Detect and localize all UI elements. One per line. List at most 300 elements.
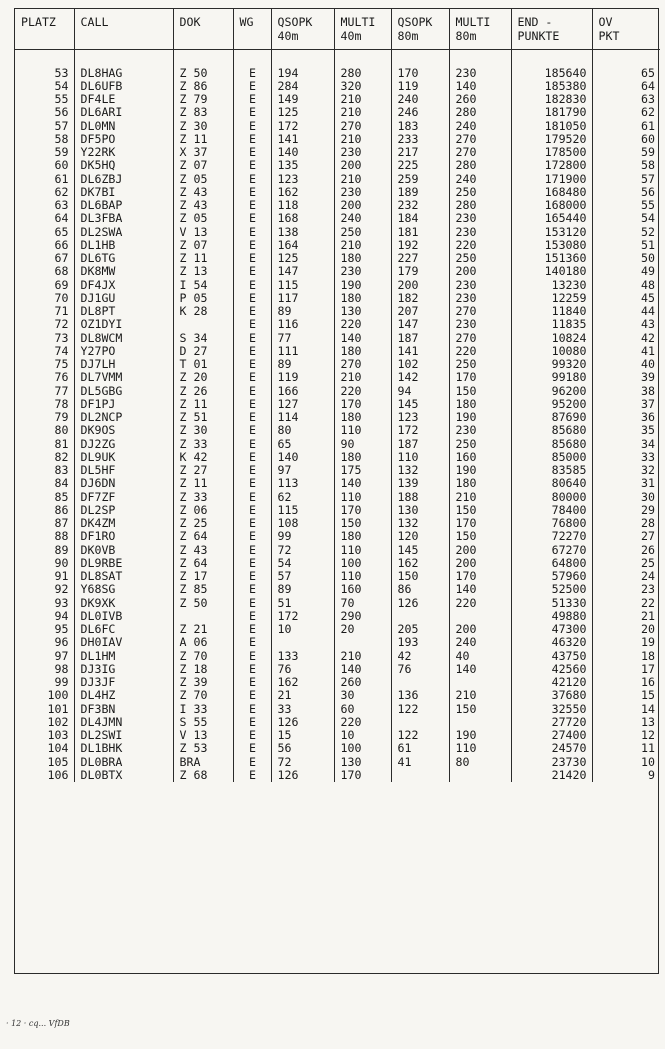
cell-call: DL2NCP [74,411,173,424]
table-row [15,80,660,93]
cell-call: DF4JX [74,279,173,292]
cell-endpunkte: 83585 [511,464,592,477]
cell-call: DL1HB [74,239,173,252]
cell-dok: Z 11 [173,252,233,265]
cell-qsopk-80m: 147 [391,318,449,331]
table-row [15,477,660,490]
cell-platz: 95 [54,623,69,636]
cell-platz: 87 [54,517,69,530]
cell-dok: Z 21 [173,623,233,636]
cell-ov-pkt: 23 [592,583,660,596]
cell-wg: E [233,398,271,411]
cell-qsopk-80m: 225 [391,159,449,172]
cell-endpunkte: 23730 [511,756,592,769]
table-row [15,557,660,570]
cell-multi-40m: 180 [334,292,391,305]
cell-wg: E [233,650,271,663]
cell-multi-80m: 240 [449,173,511,186]
cell-qsopk-80m: 61 [391,742,449,755]
cell-platz: 92 [54,583,69,597]
table-row [15,332,660,345]
cell-dok: Z 33 [173,438,233,451]
table-row [15,411,660,424]
cell-multi-80m: 250 [449,252,511,265]
cell-multi-80m: 230 [449,292,511,305]
table-row [15,120,660,133]
cell-ov-pkt: 56 [592,186,660,199]
cell-ov-pkt: 44 [592,305,660,318]
cell-multi-80m: 280 [449,159,511,172]
cell-ov-pkt: 17 [592,663,660,676]
cell-qsopk-80m: 181 [391,226,449,239]
cell-qsopk-80m: 184 [391,212,449,225]
cell-wg: E [233,226,271,239]
table-row [15,504,660,517]
col-header-dok: DOK [173,9,233,49]
cell-ov-pkt: 27 [592,530,660,543]
cell-ov-pkt: 14 [592,703,660,716]
cell-multi-80m: 190 [449,464,511,477]
table-row [15,650,660,663]
cell-wg: E [233,756,271,769]
cell-qsopk-40m: 168 [271,212,334,225]
cell-multi-40m: 170 [334,504,391,517]
cell-multi-80m: 200 [449,265,511,278]
cell-endpunkte: 172800 [511,159,592,172]
cell-call: DJ3IG [74,663,173,676]
cell-ov-pkt: 32 [592,464,660,477]
table-row [15,464,660,477]
cell-wg: E [233,438,271,451]
cell-endpunkte: 99180 [511,371,592,384]
cell-qsopk-80m: 240 [391,93,449,106]
cell-endpunkte: 27720 [511,716,592,729]
cell-dok: Z 68 [173,769,233,782]
cell-multi-40m: 210 [334,173,391,186]
cell-wg: E [233,146,271,159]
cell-multi-80m: 170 [449,570,511,583]
cell-multi-80m: 180 [449,398,511,411]
cell-qsopk-80m: 122 [391,703,449,716]
cell-ov-pkt: 35 [592,424,660,437]
col-header-multi-80m: MULTI 80m [449,9,511,49]
cell-endpunkte: 96200 [511,385,592,398]
cell-ov-pkt: 12 [592,729,660,742]
cell-platz: 53 [54,65,69,80]
cell-wg: E [233,292,271,305]
cell-platz: 94 [54,609,69,623]
table-row [15,146,660,159]
cell-ov-pkt: 43 [592,318,660,331]
cell-ov-pkt: 48 [592,279,660,292]
cell-ov-pkt: 26 [592,544,660,557]
table-row [15,530,660,543]
cell-dok: Z 86 [173,80,233,93]
cell-wg: E [233,252,271,265]
cell-multi-40m: 210 [334,239,391,252]
cell-platz: 76 [54,371,69,385]
cell-multi-80m [449,610,511,623]
cell-multi-80m: 220 [449,239,511,252]
cell-multi-40m: 140 [334,477,391,490]
cell-qsopk-80m: 141 [391,345,449,358]
cell-ov-pkt: 62 [592,106,660,119]
cell-platz: 93 [54,596,69,610]
results-table [15,9,660,782]
table-row [15,438,660,451]
cell-call: DL2SWA [74,226,173,239]
table-row [15,106,660,119]
cell-endpunkte: 151360 [511,252,592,265]
cell-dok: Z 06 [173,504,233,517]
cell-wg: E [233,676,271,689]
cell-wg: E [233,332,271,345]
cell-call: DL6ZBJ [74,173,173,186]
cell-multi-80m: 190 [449,729,511,742]
cell-ov-pkt: 10 [592,756,660,769]
cell-dok: Z 70 [173,650,233,663]
cell-qsopk-80m: 189 [391,186,449,199]
cell-wg: E [233,120,271,133]
cell-platz: 80 [54,424,69,438]
cell-endpunkte: 10824 [511,332,592,345]
cell-multi-40m: 180 [334,345,391,358]
cell-multi-80m: 190 [449,411,511,424]
cell-ov-pkt: 58 [592,159,660,172]
cell-dok: A 06 [173,636,233,649]
cell-platz: 57 [54,119,69,133]
cell-multi-40m: 30 [334,689,391,702]
cell-platz: 73 [54,331,69,345]
cell-dok: Z 30 [173,120,233,133]
cell-ov-pkt: 38 [592,385,660,398]
cell-dok: Z 85 [173,583,233,596]
table-row [15,689,660,702]
cell-multi-40m: 180 [334,451,391,464]
cell-call: DF1RO [74,530,173,543]
cell-endpunkte: 24570 [511,742,592,755]
cell-dok: X 37 [173,146,233,159]
col-header-multi-40m: MULTI 40m [334,9,391,49]
table-row [15,663,660,676]
cell-call: DL4HZ [74,689,173,702]
cell-platz: 68 [54,265,69,279]
table-row [15,676,660,689]
cell-dok: D 27 [173,345,233,358]
table-row [15,279,660,292]
cell-ov-pkt: 24 [592,570,660,583]
cell-platz: 81 [54,437,69,451]
cell-qsopk-80m: 183 [391,120,449,133]
cell-wg: E [233,530,271,543]
cell-multi-80m: 170 [449,517,511,530]
cell-endpunkte: 171900 [511,173,592,186]
table-row [15,318,660,331]
table-row [15,305,660,318]
table-row [15,173,660,186]
cell-qsopk-40m: 114 [271,411,334,424]
cell-call: DL3FBA [74,212,173,225]
cell-qsopk-40m: 72 [271,544,334,557]
cell-multi-80m [449,676,511,689]
table-row [15,226,660,239]
cell-multi-40m: 100 [334,557,391,570]
table-row [15,133,660,146]
table-row [15,159,660,172]
cell-qsopk-40m: 147 [271,265,334,278]
cell-endpunkte: 80000 [511,491,592,504]
cell-wg: E [233,265,271,278]
cell-multi-80m: 230 [449,318,511,331]
cell-qsopk-40m: 162 [271,186,334,199]
cell-multi-40m: 270 [334,120,391,133]
table-row [15,729,660,742]
cell-multi-80m: 200 [449,544,511,557]
cell-dok: K 28 [173,305,233,318]
cell-platz: 64 [54,212,69,226]
cell-multi-80m: 230 [449,424,511,437]
cell-endpunkte: 78400 [511,504,592,517]
cell-multi-40m: 230 [334,146,391,159]
cell-multi-40m: 210 [334,650,391,663]
cell-dok: S 55 [173,716,233,729]
table-row [15,703,660,716]
cell-qsopk-40m: 125 [271,106,334,119]
cell-ov-pkt: 52 [592,226,660,239]
cell-dok [173,318,233,331]
cell-call: DL4JMN [74,716,173,729]
cell-qsopk-80m: 132 [391,464,449,477]
cell-call: DK5HQ [74,159,173,172]
cell-endpunkte: 10080 [511,345,592,358]
cell-multi-40m: 130 [334,305,391,318]
cell-wg: E [233,186,271,199]
cell-platz: 102 [47,715,69,729]
cell-dok: I 54 [173,279,233,292]
cell-qsopk-80m: 122 [391,729,449,742]
cell-ov-pkt: 37 [592,398,660,411]
cell-endpunkte: 11840 [511,305,592,318]
cell-qsopk-40m: 133 [271,650,334,663]
cell-qsopk-40m: 99 [271,530,334,543]
cell-qsopk-80m: 132 [391,517,449,530]
cell-dok: T 01 [173,358,233,371]
cell-multi-40m: 180 [334,252,391,265]
cell-multi-40m: 270 [334,358,391,371]
cell-call: DL8HAG [74,49,173,80]
cell-multi-40m: 110 [334,544,391,557]
cell-qsopk-80m: 205 [391,623,449,636]
cell-ov-pkt: 34 [592,438,660,451]
cell-wg: E [233,212,271,225]
cell-wg: E [233,305,271,318]
cell-wg: E [233,491,271,504]
cell-qsopk-40m: 62 [271,491,334,504]
cell-ov-pkt: 16 [592,676,660,689]
cell-wg: E [233,623,271,636]
cell-endpunkte: 64800 [511,557,592,570]
cell-wg: E [233,451,271,464]
cell-qsopk-40m: 284 [271,80,334,93]
table-header-row [15,9,660,49]
cell-call: DL6UFB [74,80,173,93]
cell-call: DL6FC [74,623,173,636]
cell-platz: 79 [54,411,69,424]
table-row [15,756,660,769]
cell-multi-80m: 140 [449,583,511,596]
cell-endpunkte: 181790 [511,106,592,119]
cell-dok: Z 05 [173,212,233,225]
cell-call: DL6TG [74,252,173,265]
cell-dok: Z 07 [173,239,233,252]
table-row [15,451,660,464]
cell-ov-pkt: 22 [592,597,660,610]
cell-wg: E [233,49,271,80]
cell-wg: E [233,769,271,782]
cell-multi-80m: 140 [449,80,511,93]
cell-qsopk-40m: 89 [271,358,334,371]
cell-wg: E [233,504,271,517]
cell-platz: 86 [54,503,69,517]
cell-multi-40m: 60 [334,703,391,716]
col-header-ov-pkt: OV PKT [592,9,660,49]
cell-ov-pkt: 13 [592,716,660,729]
cell-multi-80m: 160 [449,451,511,464]
cell-call: DK8MW [74,265,173,278]
cell-qsopk-80m: 172 [391,424,449,437]
cell-call: DK0VB [74,544,173,557]
cell-qsopk-80m: 179 [391,265,449,278]
cell-multi-80m: 250 [449,186,511,199]
cell-wg: E [233,583,271,596]
cell-ov-pkt: 33 [592,451,660,464]
cell-ov-pkt: 15 [592,689,660,702]
cell-ov-pkt: 25 [592,557,660,570]
cell-multi-40m: 200 [334,159,391,172]
cell-ov-pkt: 28 [592,517,660,530]
cell-multi-40m: 250 [334,226,391,239]
cell-multi-40m: 220 [334,385,391,398]
cell-wg: E [233,93,271,106]
cell-endpunkte: 140180 [511,265,592,278]
cell-qsopk-80m: 232 [391,199,449,212]
cell-qsopk-80m: 200 [391,279,449,292]
cell-ov-pkt: 49 [592,265,660,278]
cell-multi-40m: 10 [334,729,391,742]
cell-qsopk-40m: 113 [271,477,334,490]
cell-multi-40m: 210 [334,106,391,119]
table-row [15,292,660,305]
cell-endpunkte: 85680 [511,424,592,437]
cell-multi-40m: 210 [334,371,391,384]
cell-qsopk-40m: 162 [271,676,334,689]
cell-endpunkte: 85000 [511,451,592,464]
cell-qsopk-40m: 115 [271,504,334,517]
cell-ov-pkt: 45 [592,292,660,305]
cell-ov-pkt: 54 [592,212,660,225]
cell-platz: 85 [54,490,69,504]
cell-multi-40m: 190 [334,279,391,292]
cell-multi-40m: 90 [334,438,391,451]
cell-qsopk-40m: 172 [271,610,334,623]
cell-wg: E [233,570,271,583]
cell-qsopk-80m: 188 [391,491,449,504]
cell-multi-80m: 250 [449,358,511,371]
cell-call: DL2SP [74,504,173,517]
cell-qsopk-80m: 187 [391,438,449,451]
cell-wg: E [233,345,271,358]
cell-dok: Z 25 [173,517,233,530]
cell-dok: Z 11 [173,398,233,411]
cell-multi-40m: 170 [334,769,391,782]
cell-multi-40m: 180 [334,530,391,543]
cell-qsopk-40m: 126 [271,769,334,782]
cell-qsopk-40m: 119 [271,371,334,384]
cell-ov-pkt: 57 [592,173,660,186]
cell-qsopk-40m: 125 [271,252,334,265]
cell-call: DL6BAP [74,199,173,212]
cell-qsopk-80m: 41 [391,756,449,769]
cell-ov-pkt: 63 [592,93,660,106]
cell-call: DL2SWI [74,729,173,742]
cell-dok: Z 11 [173,477,233,490]
cell-qsopk-40m: 166 [271,385,334,398]
cell-multi-80m: 150 [449,703,511,716]
cell-endpunkte: 85680 [511,438,592,451]
cell-call: DL0IVB [74,610,173,623]
cell-multi-80m: 230 [449,226,511,239]
cell-qsopk-80m: 182 [391,292,449,305]
cell-endpunkte: 95200 [511,398,592,411]
cell-endpunkte: 99320 [511,358,592,371]
cell-ov-pkt: 65 [592,49,660,80]
cell-call: DL7VMM [74,371,173,384]
cell-wg: E [233,557,271,570]
cell-endpunkte: 46320 [511,636,592,649]
cell-call: DL5GBG [74,385,173,398]
cell-dok: Z 64 [173,530,233,543]
col-header-qsopk-40m: QSOPK 40m [271,9,334,49]
cell-wg: E [233,173,271,186]
table-row [15,199,660,212]
cell-qsopk-40m: 21 [271,689,334,702]
cell-platz: 61 [54,172,69,186]
cell-dok: I 33 [173,703,233,716]
cell-qsopk-40m: 126 [271,716,334,729]
cell-qsopk-40m: 118 [271,199,334,212]
cell-ov-pkt: 50 [592,252,660,265]
cell-dok: Z 20 [173,371,233,384]
cell-platz: 65 [54,225,69,239]
cell-endpunkte: 153080 [511,239,592,252]
cell-wg: E [233,424,271,437]
cell-qsopk-40m: 164 [271,239,334,252]
cell-dok: Z 39 [173,676,233,689]
cell-call: DL8WCM [74,332,173,345]
cell-multi-40m [334,636,391,649]
cell-multi-40m: 180 [334,411,391,424]
cell-platz: 82 [54,450,69,464]
cell-qsopk-40m: 51 [271,597,334,610]
cell-multi-80m: 240 [449,120,511,133]
cell-dok: Z 53 [173,742,233,755]
cell-endpunkte: 32550 [511,703,592,716]
cell-qsopk-40m: 77 [271,332,334,345]
cell-platz: 63 [54,199,69,212]
cell-multi-80m: 80 [449,756,511,769]
cell-multi-40m: 175 [334,464,391,477]
cell-endpunkte: 182830 [511,93,592,106]
